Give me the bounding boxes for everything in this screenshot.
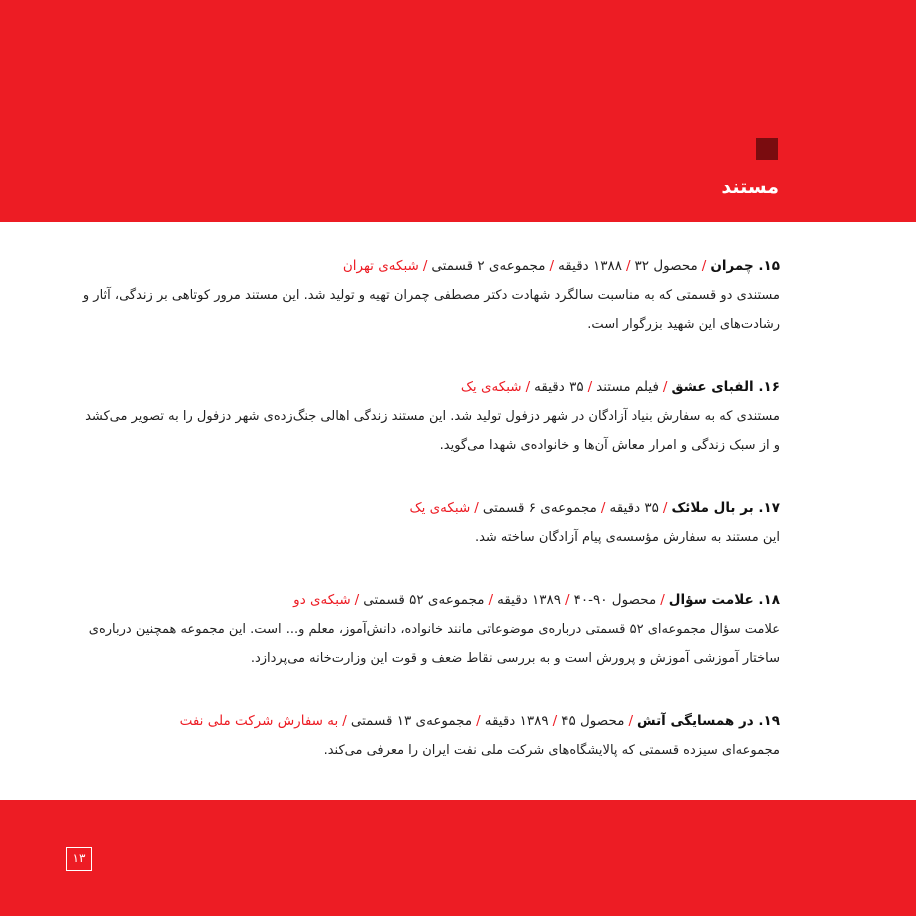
entry-19	[80, 707, 780, 765]
entry-16	[80, 373, 780, 460]
entry-detail: ۴۵ دقیقه	[484, 713, 576, 729]
entry-detail: محصول ۱۳۸۹	[519, 713, 625, 729]
entry-detail: محصول ۹۰-۱۳۸۹	[532, 592, 657, 608]
entry-17	[80, 494, 780, 552]
entry-header: ۱۸. علامت سؤال/محصول ۹۰-۱۳۸۹/۴۰ دقیقه/مجموعه‌ی ۵۲ قسمتی/شبکه‌ی دو	[293, 592, 780, 608]
entry-title: ۱۸. علامت سؤال	[668, 592, 780, 608]
entry-header: ۱۵. چمران/محصول ۱۳۸۸/۳۲ دقیقه/مجموعه‌ی ۲ قسمتی/شبکه‌ی تهران	[342, 258, 780, 274]
entry-description: مستندی که به سفارش بنیاد آزادگان در شهر دزفول تولید شد. این مستند زندگی اهالی جنگ‌زده‌ی شهر دزفول را به تصویر می‌کشد و از سبک زندگی و امرار معاش آن‌ها و خانواده‌ی شهدا می‌گوید.	[85, 409, 780, 453]
entry-detail: ۴۰ دقیقه	[497, 592, 589, 608]
footer-band	[0, 800, 916, 916]
header-band	[0, 0, 916, 222]
entry-network: شبکه‌ی تهران	[342, 258, 419, 274]
entry-description: مجموعه‌ای سیزده قسمتی که پالایشگاه‌های شرکت ملی نفت ایران را معرفی می‌کند.	[323, 743, 780, 758]
entry-detail: مجموعه‌ی ۵۲ قسمتی	[363, 592, 485, 608]
entry-detail: ۳۵ دقیقه	[609, 500, 659, 516]
entry-description: این مستند به سفارش مؤسسه‌ی پیام آزادگان ساخته شد.	[474, 530, 780, 545]
entry-detail: محصول ۱۳۸۸	[592, 258, 698, 274]
entry-detail: فیلم مستند	[596, 379, 659, 395]
entry-detail: مجموعه‌ی ۱۳ قسمتی	[350, 713, 473, 729]
entry-title: ۱۷. بر بال ملائک	[671, 500, 780, 516]
entry-title: ۱۶. الفبای عشق	[671, 379, 780, 395]
entry-detail: ۳۵ دقیقه	[534, 379, 584, 395]
entries-list	[80, 252, 780, 799]
entry-detail: مجموعه‌ی ۲ قسمتی	[431, 258, 546, 274]
entry-description: مستندی دو قسمتی که به مناسبت سالگرد شهادت دکتر مصطفی چمران تهیه و تولید شد. این مستند مرور کوتاهی بر زندگی، آثار و رشادت‌های این شهید بزرگوار است.	[82, 288, 780, 332]
entry-detail: مجموعه‌ی ۶ قسمتی	[482, 500, 597, 516]
entry-network: شبکه‌ی یک	[409, 500, 471, 516]
page-number: ۱۳	[66, 847, 92, 871]
entry-detail: ۳۲ دقیقه	[558, 258, 650, 274]
entry-header: ۱۹. در همسایگی آتش/محصول ۱۳۸۹/۴۵ دقیقه/مجموعه‌ی ۱۳ قسمتی/به سفارش شرکت ملی نفت	[179, 713, 780, 729]
entry-header: ۱۷. بر بال ملائک/۳۵ دقیقه/مجموعه‌ی ۶ قسمتی/شبکه‌ی یک	[409, 500, 780, 516]
entry-network: شبکه‌ی یک	[460, 379, 522, 395]
section-title: مستند	[721, 176, 779, 198]
entry-network: به سفارش شرکت ملی نفت	[179, 713, 339, 729]
entry-15	[80, 252, 780, 339]
entry-18	[80, 586, 780, 673]
entry-title: ۱۹. در همسایگی آتش	[637, 713, 780, 729]
entry-title: ۱۵. چمران	[710, 258, 780, 274]
entry-header: ۱۶. الفبای عشق/فیلم مستند/۳۵ دقیقه/شبکه‌ی یک	[460, 379, 780, 395]
section-marker-square	[756, 138, 778, 160]
entry-description: علامت سؤال مجموعه‌ای ۵۲ قسمتی درباره‌ی موضوعاتی مانند خانواده، دانش‌آموز، معلم و... است. این مجموعه همچنین درباره‌ی ساختار آموزشی آموزش و پرورش است و به بررسی نقاط ضعف و قوت این وزارت‌خانه می‌پردازد.	[88, 622, 780, 666]
entry-network: شبکه‌ی دو	[293, 592, 351, 608]
